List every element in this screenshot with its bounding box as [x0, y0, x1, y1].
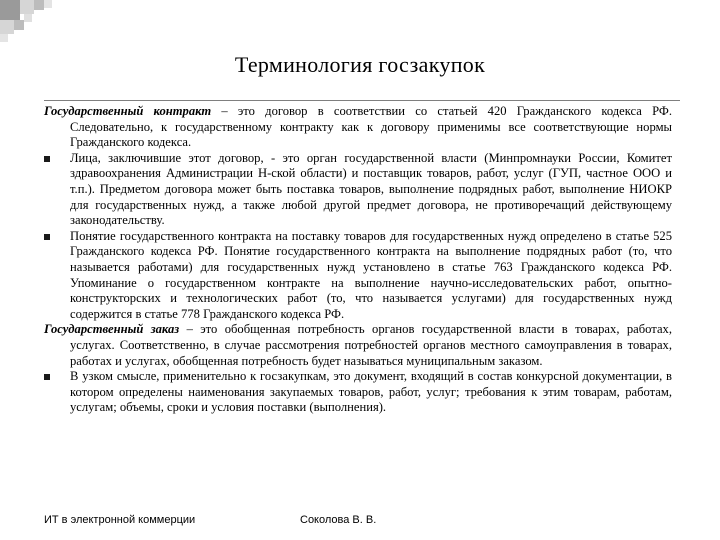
list-item-text: Понятие государственного контракта на поставку товаров для государственных нужд определено в статье 525 Гражданского кодекса РФ. Понятие государственного контракта на выполнение подрядных работ (то, что называется работами) для государственных нужд установлено в статье 763 Гражданского кодекса РФ. Упоминание о государственном контракте на выполнение научно-исследовательских работ, опытно-конструкторских и технологических работ (то, что называется услугами) для государственных нужд содержится в статье 778 Гражданского кодекса РФ.: [70, 228, 672, 321]
definition-paragraph: [44, 322, 672, 369]
bullet-square-icon: [44, 156, 50, 162]
corner-decoration: [0, 0, 60, 50]
definition-term: Государственный контракт: [44, 104, 212, 118]
list-item-text: Лица, заключившие этот договор, - это орган государственной власти (Минпромнауки России, Комитет здравоохранения Администрации Н-ской области) и поставщик товаров, работ, услуг (ГУП, частное ООО и т.п.). Предметом договора может быть поставка товаров, выполнение подрядных работ, выполнение НИОКР для государственных нужд, а также любой другой предмет договора, не противоречащий действующему законодательству.: [70, 150, 672, 228]
definition-term: Государственный заказ: [44, 322, 180, 337]
bullet-square-icon: [44, 234, 50, 240]
definition-paragraph: [44, 104, 672, 151]
slide-body: [44, 104, 672, 416]
slide-title: Терминология госзакупок: [234, 52, 486, 77]
definition-text: – это договор в соответствии со статьей 420 Гражданского кодекса РФ. Следовательно, к государственному контракту как к договору применимы все соответствующие нормы Гражданского кодекса.: [70, 104, 672, 150]
list-item: [44, 151, 672, 229]
footer-author: Соколова В. В.: [300, 514, 377, 526]
list-item: [44, 369, 672, 416]
list-item: [44, 229, 672, 323]
definition-text: – это обобщенная потребность органов государственной власти в товарах, работах, услугах. Соответственно, в случае рассмотрения потребностей органов местного самоуправления в товарах, работах и услугах, обобщенная потребность будет называться муниципальным заказом.: [70, 322, 672, 368]
title-divider: [44, 100, 680, 101]
list-item-text: В узком смысле, применительно к госзакупкам, это документ, входящий в состав конкурсной документации, в котором определены наименования закупаемых товаров, работ, услуг; требования к этим товарам, работам, услугам; объемы, сроки и условия поставки (выполнения).: [70, 369, 672, 415]
bullet-square-icon: [44, 374, 50, 380]
footer-course: ИТ в электронной коммерции: [44, 514, 196, 526]
